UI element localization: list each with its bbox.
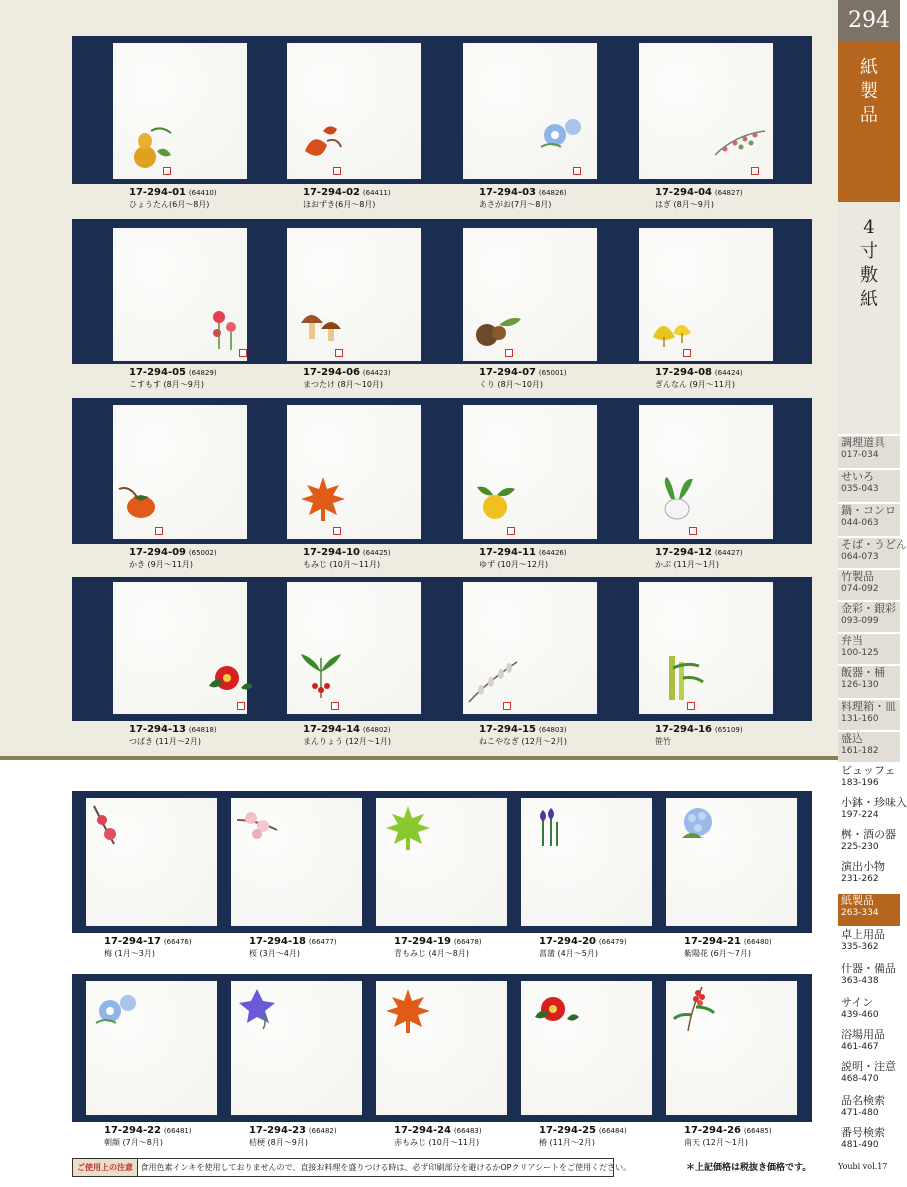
index-item-name: 調理道具	[841, 436, 885, 449]
chestnut-icon	[465, 305, 525, 355]
camellia-icon	[523, 983, 583, 1033]
index-item[interactable]	[838, 860, 900, 892]
product-label: ひょうたん(6月～8月)	[129, 200, 210, 209]
morning-glory-icon	[533, 107, 593, 161]
persimmon-icon	[115, 475, 175, 529]
index-item-range: 363-438	[841, 976, 879, 986]
maple-icon	[293, 471, 353, 521]
product-number: (64424)	[714, 369, 743, 377]
index-item[interactable]	[838, 732, 900, 762]
index-item[interactable]	[838, 962, 900, 994]
product-number: (66479)	[598, 938, 627, 946]
pussy-willow-icon	[463, 656, 523, 710]
seal-stamp	[573, 167, 581, 175]
index-item-range: 183-196	[841, 778, 879, 788]
index-item-name: 浴場用品	[841, 1028, 885, 1041]
product-number: (66476)	[163, 938, 192, 946]
index-item-name: 弁当	[841, 634, 863, 647]
category-tab	[838, 42, 900, 202]
product-caption	[129, 367, 217, 390]
plum-blossom-icon	[88, 800, 148, 854]
seal-stamp	[331, 702, 339, 710]
paper-sheet	[666, 981, 797, 1115]
product-label: つばき (11月～2月)	[129, 737, 202, 746]
seal-stamp	[503, 702, 511, 710]
product-label: 青もみじ (4月～8月)	[394, 949, 469, 958]
product-caption	[684, 936, 772, 959]
seal-stamp	[689, 527, 697, 535]
seal-stamp	[335, 349, 343, 357]
turnip-icon	[649, 473, 709, 527]
product-code: 17-294-02	[303, 187, 361, 198]
product-code: 17-294-19	[394, 936, 452, 947]
index-item-name: 説明・注意	[841, 1060, 896, 1073]
product-number: (64803)	[538, 726, 567, 734]
seal-stamp	[155, 527, 163, 535]
product-label: あさがお(7月～8月)	[479, 200, 552, 209]
product-code: 17-294-10	[303, 547, 361, 558]
seal-stamp	[237, 702, 245, 710]
paper-sheet	[231, 798, 362, 926]
index-item[interactable]	[838, 764, 900, 794]
product-caption	[303, 367, 391, 390]
product-label: ほおずき(6月～8月)	[303, 200, 376, 209]
green-maple-icon	[378, 800, 438, 854]
seal-stamp	[687, 702, 695, 710]
index-item[interactable]	[838, 538, 907, 568]
product-label: 紫陽花 (6月～7月)	[684, 949, 751, 958]
product-number: (64802)	[362, 726, 391, 734]
index-item[interactable]	[838, 570, 900, 600]
chestnut-icon	[465, 305, 525, 359]
product-number: (64818)	[188, 726, 217, 734]
index-item-range: 439-460	[841, 1010, 879, 1020]
product-number: (66480)	[743, 938, 772, 946]
lantern-plant-icon	[293, 117, 353, 171]
product-caption	[655, 367, 743, 390]
ginkgo-icon	[643, 303, 703, 357]
paper-sheet	[287, 43, 421, 179]
product-caption	[479, 547, 567, 570]
index-item-range: 263-334	[841, 908, 879, 918]
paper-sheet	[113, 405, 247, 539]
product-code: 17-294-14	[303, 724, 361, 735]
page-number: 294	[838, 0, 900, 42]
paper-sheet	[287, 228, 421, 361]
product-code: 17-294-05	[129, 367, 187, 378]
seal-stamp	[333, 167, 341, 175]
index-item[interactable]	[838, 828, 900, 858]
product-number: (64411)	[362, 189, 391, 197]
index-item-name: サイン	[841, 996, 874, 1009]
iris-icon	[523, 800, 583, 854]
index-item[interactable]	[838, 666, 900, 698]
paper-sheet	[113, 43, 247, 179]
product-caption	[539, 936, 627, 959]
volume-label: Youbi vol.17	[838, 1162, 888, 1171]
seal-stamp	[163, 167, 171, 175]
product-number: (65002)	[188, 549, 217, 557]
index-item-name: 竹製品	[841, 570, 874, 583]
yuzu-icon	[467, 475, 527, 525]
cosmos-icon	[199, 303, 259, 357]
product-number: (66484)	[598, 1127, 627, 1135]
product-code: 17-294-26	[684, 1125, 742, 1136]
product-number: (66481)	[163, 1127, 192, 1135]
paper-sheet	[463, 228, 597, 361]
paper-sheet	[113, 582, 247, 714]
product-caption	[303, 724, 391, 747]
product-number: (65109)	[714, 726, 743, 734]
index-item-range: 074-092	[841, 584, 879, 594]
paper-sheet	[521, 981, 652, 1115]
product-label: はぎ (8月～9月)	[655, 200, 714, 209]
product-label: 赤もみじ (10月～11月)	[394, 1138, 480, 1147]
index-item[interactable]	[838, 504, 900, 536]
bellflower-icon	[233, 983, 293, 1033]
paper-sheet	[463, 582, 597, 714]
product-caption	[655, 724, 743, 747]
product-label: まつたけ (8月～10月)	[303, 380, 384, 389]
seal-stamp	[683, 349, 691, 357]
product-number: (64826)	[538, 189, 567, 197]
category-title: 紙製品	[860, 57, 878, 126]
product-number: (64829)	[188, 369, 217, 377]
paper-sheet	[666, 798, 797, 926]
iris-icon	[523, 800, 583, 850]
camellia-icon	[197, 652, 257, 702]
red-maple-icon	[378, 983, 438, 1033]
index-item-range: 471-480	[841, 1108, 879, 1118]
product-label: ねこやなぎ (12月～2月)	[479, 737, 568, 746]
product-label: ゆず (10月～12月)	[479, 560, 549, 569]
product-caption	[303, 187, 391, 210]
product-code: 17-294-23	[249, 1125, 307, 1136]
ginkgo-icon	[643, 303, 703, 353]
seal-stamp	[507, 527, 515, 535]
product-label: 笹竹	[655, 737, 671, 746]
camellia-icon	[197, 652, 257, 706]
red-maple-icon	[378, 983, 438, 1037]
product-caption	[655, 187, 743, 210]
index-item-range: 126-130	[841, 680, 879, 690]
index-item-range: 064-073	[841, 552, 879, 562]
product-code: 17-294-12	[655, 547, 713, 558]
green-maple-icon	[378, 800, 438, 850]
morning-glory-icon	[88, 983, 148, 1037]
product-label: もみじ (10月～11月)	[303, 560, 381, 569]
product-code: 17-294-21	[684, 936, 742, 947]
product-number: (64425)	[362, 549, 391, 557]
paper-sheet	[639, 405, 773, 539]
bush-clover-icon	[711, 115, 771, 169]
product-caption	[655, 547, 743, 570]
index-item[interactable]	[838, 1060, 900, 1092]
index-item-name: そば・うどん	[841, 538, 907, 551]
product-code: 17-294-22	[104, 1125, 162, 1136]
product-code: 17-294-20	[539, 936, 597, 947]
product-number: (66478)	[453, 938, 482, 946]
index-item-range: 131-160	[841, 714, 879, 724]
paper-sheet	[86, 798, 217, 926]
product-caption	[539, 1125, 627, 1148]
index-item-name: 番号検索	[841, 1126, 885, 1139]
index-item-name: 鍋・コンロ	[841, 504, 896, 517]
product-caption	[479, 724, 567, 747]
product-caption	[394, 1125, 482, 1148]
paper-sheet	[86, 981, 217, 1115]
product-label: 桜 (3月～4月)	[249, 949, 300, 958]
paper-sheet	[113, 228, 247, 361]
index-item-name: 桝・酒の器	[841, 828, 896, 841]
product-code: 17-294-25	[539, 1125, 597, 1136]
paper-sheet	[463, 43, 597, 179]
product-caption	[104, 936, 192, 959]
paper-sheet	[376, 981, 507, 1115]
maple-icon	[293, 471, 353, 525]
product-caption	[129, 724, 217, 747]
index-item-range: 335-362	[841, 942, 879, 952]
product-code: 17-294-17	[104, 936, 162, 947]
persimmon-icon	[115, 475, 175, 525]
product-caption	[104, 1125, 192, 1148]
seal-stamp	[239, 349, 247, 357]
subcategory-tab	[838, 202, 900, 434]
paper-sheet	[639, 43, 773, 179]
hydrangea-icon	[668, 800, 728, 854]
product-label: 椿 (11月～2月)	[539, 1138, 596, 1147]
paper-sheet	[231, 981, 362, 1115]
product-code: 17-294-13	[129, 724, 187, 735]
seal-stamp	[751, 167, 759, 175]
product-label: かき (9月～11月)	[129, 560, 194, 569]
product-label: ぎんなん (9月～11月)	[655, 380, 736, 389]
index-item-name: 料理箱・皿	[841, 700, 896, 713]
product-code: 17-294-24	[394, 1125, 452, 1136]
index-item-range: 231-262	[841, 874, 879, 884]
yuzu-icon	[467, 475, 527, 529]
product-caption	[129, 187, 217, 210]
product-label: こすもす (8月～9月)	[129, 380, 204, 389]
bush-clover-icon	[711, 115, 771, 165]
index-item-range: 093-099	[841, 616, 879, 626]
product-number: (66477)	[308, 938, 337, 946]
index-item[interactable]	[838, 996, 900, 1026]
index-item-range: 035-043	[841, 484, 879, 494]
product-number: (64427)	[714, 549, 743, 557]
product-caption	[684, 1125, 772, 1148]
cherry-blossom-icon	[233, 800, 293, 850]
product-code: 17-294-18	[249, 936, 307, 947]
usage-notice-tag: ご使用上の注意	[73, 1159, 138, 1176]
paper-sheet	[287, 582, 421, 714]
index-item-name: ビュッフェ	[841, 764, 896, 777]
product-label: 南天 (12月～1月)	[684, 1138, 749, 1147]
manryo-icon	[291, 652, 351, 706]
index-item-range: 461-467	[841, 1042, 879, 1052]
product-number: (66483)	[453, 1127, 482, 1135]
product-code: 17-294-15	[479, 724, 537, 735]
paper-sheet	[521, 798, 652, 926]
product-label: かぶ (11月～1月)	[655, 560, 720, 569]
product-number: (64426)	[538, 549, 567, 557]
product-code: 17-294-11	[479, 547, 537, 558]
product-label: 桔梗 (8月～9月)	[249, 1138, 308, 1147]
index-item[interactable]	[838, 634, 900, 664]
mushroom-icon	[295, 299, 355, 349]
paper-sheet	[376, 798, 507, 926]
index-item[interactable]	[838, 796, 907, 826]
product-caption	[394, 936, 482, 959]
index-item-name: せいろ	[841, 470, 874, 483]
gourd-icon	[123, 121, 183, 175]
index-item[interactable]	[838, 894, 900, 926]
product-code: 17-294-16	[655, 724, 713, 735]
product-caption	[303, 547, 391, 570]
index-item[interactable]	[838, 928, 900, 960]
pussy-willow-icon	[463, 656, 523, 706]
product-number: (64827)	[714, 189, 743, 197]
cosmos-icon	[199, 303, 259, 353]
index-item-name: 什器・備品	[841, 962, 896, 975]
morning-glory-icon	[533, 107, 593, 157]
index-item-range: 468-470	[841, 1074, 879, 1084]
index-item-range: 481-490	[841, 1140, 879, 1150]
product-caption	[249, 1125, 337, 1148]
lantern-plant-icon	[293, 117, 353, 167]
product-code: 17-294-08	[655, 367, 713, 378]
cherry-blossom-icon	[233, 800, 293, 854]
index-item-name: 盛込	[841, 732, 863, 745]
index-item[interactable]	[838, 602, 900, 632]
morning-glory-icon	[88, 983, 148, 1033]
product-code: 17-294-01	[129, 187, 187, 198]
product-label: 菖蒲 (4月～5月)	[539, 949, 598, 958]
index-item-range: 161-182	[841, 746, 879, 756]
hydrangea-icon	[668, 800, 728, 850]
nandina-icon	[668, 983, 728, 1037]
index-item[interactable]	[838, 1094, 900, 1124]
index-item[interactable]	[838, 1028, 900, 1058]
index-item-name: 品名検索	[841, 1094, 885, 1107]
index-item[interactable]	[838, 1126, 900, 1154]
index-item-name: 金彩・銀彩	[841, 602, 896, 615]
seal-stamp	[333, 527, 341, 535]
product-label: まんりょう (12月～1月)	[303, 737, 392, 746]
paper-sheet	[463, 405, 597, 539]
product-code: 17-294-07	[479, 367, 537, 378]
product-number: (66482)	[308, 1127, 337, 1135]
bamboo-icon	[647, 652, 707, 706]
manryo-icon	[291, 652, 351, 702]
index-item-name: 演出小物	[841, 860, 885, 873]
nandina-icon	[668, 983, 728, 1033]
product-label: くり (8月～10月)	[479, 380, 544, 389]
index-item[interactable]	[838, 470, 900, 502]
usage-notice-text: 食用色素インキを使用しておりませんので、直接お料理を盛りつける時は、必ず印刷部分を避けるかOPクリアシートをご使用ください。	[140, 1163, 632, 1172]
index-item-range: 197-224	[841, 810, 879, 820]
product-caption	[129, 547, 217, 570]
usage-notice	[72, 1158, 632, 1177]
subcategory-title: 4寸敷紙	[860, 217, 878, 310]
turnip-icon	[649, 473, 709, 523]
camellia-icon	[523, 983, 583, 1037]
product-code: 17-294-09	[129, 547, 187, 558]
plum-blossom-icon	[88, 800, 148, 850]
product-number: (66485)	[743, 1127, 772, 1135]
index-item-range: 017-034	[841, 450, 879, 460]
index-item-name: 小鉢・珍味入	[841, 796, 907, 809]
product-code: 17-294-06	[303, 367, 361, 378]
index-item-range: 100-125	[841, 648, 879, 658]
seal-stamp	[505, 349, 513, 357]
paper-sheet	[287, 405, 421, 539]
product-caption	[249, 936, 337, 959]
product-label: 朝顔 (7月～8月)	[104, 1138, 163, 1147]
paper-sheet	[639, 582, 773, 714]
index-item-range: 225-230	[841, 842, 879, 852]
product-label: 梅 (1月～3月)	[104, 949, 155, 958]
index-item-name: 紙製品	[841, 894, 874, 907]
index-item-name: 飯器・桶	[841, 666, 885, 679]
bellflower-icon	[233, 983, 293, 1037]
product-caption	[479, 367, 567, 390]
paper-sheet	[639, 228, 773, 361]
product-code: 17-294-03	[479, 187, 537, 198]
price-note: ＊上記価格は税抜き価格です。	[686, 1163, 812, 1173]
index-item[interactable]	[838, 700, 900, 730]
product-code: 17-294-04	[655, 187, 713, 198]
product-number: (65001)	[538, 369, 567, 377]
mushroom-icon	[295, 299, 355, 353]
product-caption	[479, 187, 567, 210]
product-number: (64410)	[188, 189, 217, 197]
index-item-name: 卓上用品	[841, 928, 885, 941]
index-item-range: 044-063	[841, 518, 879, 528]
gourd-icon	[123, 121, 183, 171]
bamboo-icon	[647, 652, 707, 702]
product-number: (64423)	[362, 369, 391, 377]
index-item[interactable]	[838, 436, 900, 468]
